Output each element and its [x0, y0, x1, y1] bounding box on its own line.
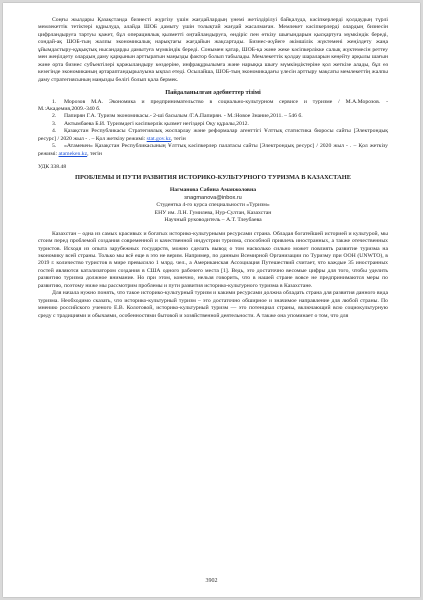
document-page: [3, 3, 420, 597]
udc-code: УДК 338.48: [38, 164, 67, 171]
reference-link-stat[interactable]: stat.gov.kz: [146, 135, 171, 142]
reference-item: 3. Актымбаева Б.И. Туризмдегі кәсіпкерлік қызмет негіздері Оқу құралы,2012.: [52, 120, 249, 127]
references-title: Пайдаланылған әдебиеттер тізімі: [165, 89, 261, 97]
author-name: Нагманова Сабина Аманжоловна: [169, 187, 257, 194]
reference-item: 2. Папирян Г.А. Туризм экономикасы.- 2-ші басылым /Г.А.Папирян. - М.:Новое Знание,2011. – 546 б.: [52, 113, 303, 120]
reference-link-atameken[interactable]: atameken.kz: [58, 150, 88, 157]
body-paragraph: Казахстан – одна из самых красивых и богатых историко-культурными ресурсами страна. Обладая богатейшей историей и культурой, мы стоим перед проблемой создания современной и качественной индустрии туризма, способной привлечь иностранных, а также отечественных туристов. Исходя из опыта зарубежных государств, можно сделать вывод о том насколько сильно может повлиять развитие туризма на экономику всей страны. Только мы всё еще в это не верим. Например, по данным Всемирной Организации по Туризму при ООН (UNWTO), в 2019 г. количество туристов в мире превысило 1 млрд. чел., а Американская Ассоциация Путешествий считает, что каждые 35 иностранных гостей являются катализатором создания в США одного рабочего места [1]. Ведь, это достаточно весомые цифры для того, чтобы уделить развитию туризма должное внимание. Но при этом, конечно, нельзя говорить, что в нашей стране вовсе не предпринимаются меры по развитию, поэтому ниже мы рассмотрим проблемы и пути развития историко-культурного туризма в Казахстане.: [38, 230, 388, 289]
reference-item: 5. «Атамекен» Қазақстан Республикасының Ұлттық кәсіпкерлер палатасы сайты [Электрондық ресурс] / 2020 жыл - . – Қол жеткізу режимі: atameken.kz, тегін: [38, 143, 388, 157]
intro-paragraph: Соңғы жылдары Қазақстанда бизнесті жүргізу үшін жағдайлардың үнемі жетілдірілуі байқалуда, кәсіпкерлерді қолдаудың түрлі мемлекеттік тетіктері құрылуда, алайда ШОБ дамыту үшін толықтай жағдай жасалмаған. Мемлекет кәсіпкерлерді олардың бизнесін цифрландыруға тартуы қажет, бұл операциялық қызметті оңтайландыруға, өндіріс пен өткізу шығындарын қысқартуға мүмкіндік береді, сондай-ақ ШОБ-тың жалпы экономикалық нарықтағы жағдайын жақсартады. Бизнес-жүйеге әкімшілік жүктемені жеңілдету жаңа ұйымдастыру-құқықтық нысандарды дамытуға мүмкіндік береді. Сонымен қатар, ШОБ-қа және жеке кәсіпкерлікке салық жүктемесін реттеу мен жеңілдету олардың даму қарқынын арттыратын маңызды фактор болып табылады. Мемлекеттік қолдау шараларын кеңейту арқылы шағын және орта бизнес субъектілері қаржыландыру көздеріне, инфрақұрылымға және нарыққа шығу мүмкіндіктеріне қол жеткізе алады, бұл өз кезегінде экономиканың әртараптандырылуына ықпал етеді. Осылайша, ШОБ-тың экономикадағы үлесін арттыру мақсаты мемлекеттің жалпы даму стратегиясының маңызды бөлігі болып қала бермек.: [38, 17, 388, 83]
author-email[interactable]: snagmanova@inbox.ru: [184, 194, 242, 201]
page-number: 3902: [205, 578, 218, 584]
reference-item: 4. Қазақстан Республикасы Стратегиялық жоспарлау және реформалар агенттігі Ұлттық статистика бюросы сайты [Электрондық ресурс] / 2020 жыл - . – Қол жеткізу режимі: stat.gov.kz, тегін: [38, 128, 388, 142]
reference-item: 1. Морозов М.А. Экономика и предпринимательство в социально-культурном сервисе и туризме / М.А.Морозов. - М.:Академия,2009.-340 б.: [38, 98, 388, 112]
body-paragraph: Для начала нужно понять, что такое историко-культурный туризм и какими ресурсами должна обладать страна для развития данного вида туризма. Необходимо сказать, что историко-культурный туризм – это достаточно обширное и значимое направление для любой страны. По мнению российского ученого Е.В. Колотовой, историко-культурный туризм — это потенциал страны, включающий всю социокультурную среду с традициями и обычаями, особенностями бытовой и хозяйственной деятельности. А также она упоминает о том, что для: [38, 290, 388, 319]
author-affiliation-2: ЕНУ им. Л.Н. Гумилева, Нур-Султан, Казахстан: [154, 209, 272, 216]
author-affiliation-1: Студентка 4-го курса специальности «Туризм»: [156, 202, 270, 209]
page-content: [38, 17, 388, 320]
article-title: ПРОБЛЕМЫ И ПУТИ РАЗВИТИЯ ИСТОРИКО-КУЛЬТУРНОГО ТУРИЗМА В КАЗАХСТАНЕ: [75, 173, 351, 181]
supervisor: Научный руководитель – А.Т. Тлеубаева: [164, 217, 262, 224]
